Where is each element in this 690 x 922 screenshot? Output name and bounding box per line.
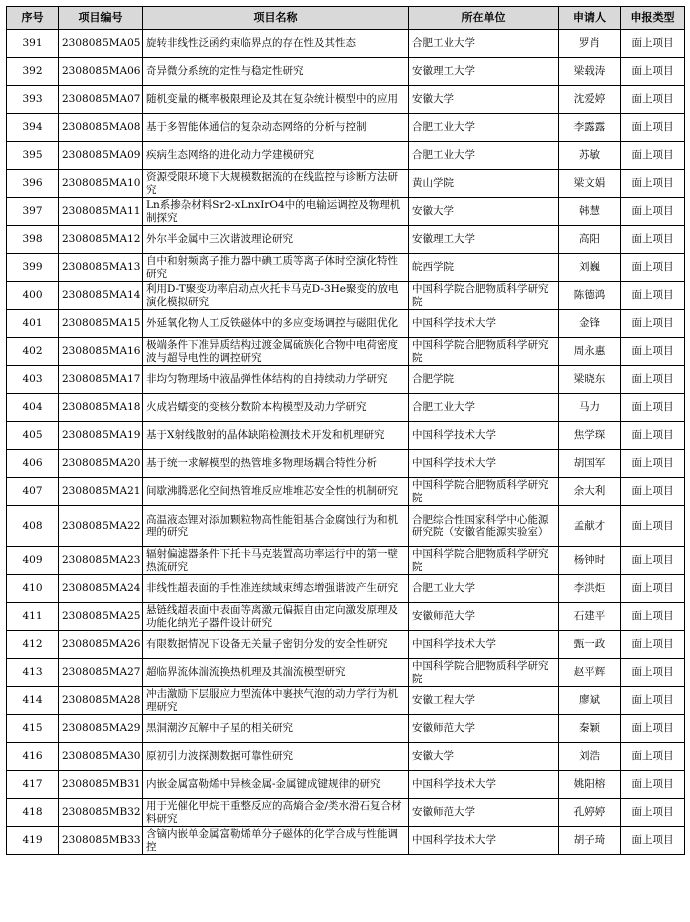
cell-type: 面上项目 <box>621 743 685 771</box>
table-row <box>7 715 685 743</box>
cell-number: 418 <box>7 799 59 827</box>
cell-type: 面上项目 <box>621 687 685 715</box>
cell-type: 面上项目 <box>621 450 685 478</box>
cell-unit: 合肥工业大学 <box>409 394 559 422</box>
cell-project-code: 2308085MA09 <box>59 142 143 170</box>
cell-type: 面上项目 <box>621 547 685 575</box>
cell-type: 面上项目 <box>621 338 685 366</box>
cell-number: 402 <box>7 338 59 366</box>
cell-project-name: 旋转非线性泛函约束临界点的存在性及其性态 <box>143 30 409 58</box>
cell-type: 面上项目 <box>621 226 685 254</box>
cell-unit: 合肥学院 <box>409 366 559 394</box>
table-row <box>7 771 685 799</box>
table-body <box>7 30 685 855</box>
cell-project-name: 非线性超表面的手性准连续域束缚态增强谐波产生研究 <box>143 575 409 603</box>
cell-type: 面上项目 <box>621 575 685 603</box>
cell-applicant: 石建平 <box>559 603 621 631</box>
cell-project-code: 2308085MB32 <box>59 799 143 827</box>
cell-type: 面上项目 <box>621 394 685 422</box>
cell-unit: 黄山学院 <box>409 170 559 198</box>
cell-applicant: 苏敏 <box>559 142 621 170</box>
cell-project-code: 2308085MA15 <box>59 310 143 338</box>
column-header-no: 序号 <box>7 7 59 30</box>
cell-project-name: 辐射偏滤器条件下托卡马克装置高功率运行中的第一壁热流研究 <box>143 547 409 575</box>
cell-number: 409 <box>7 547 59 575</box>
cell-number: 393 <box>7 86 59 114</box>
column-header-name: 项目名称 <box>143 7 409 30</box>
cell-project-name: 高温液态锂对添加颗粒物高性能钼基合金腐蚀行为和机理的研究 <box>143 506 409 547</box>
cell-type: 面上项目 <box>621 170 685 198</box>
cell-number: 416 <box>7 743 59 771</box>
cell-project-code: 2308085MA06 <box>59 58 143 86</box>
cell-project-name: 外延氧化物人工反铁磁体中的多应变场调控与磁阻优化 <box>143 310 409 338</box>
cell-number: 412 <box>7 631 59 659</box>
cell-project-name: 疾病生态网络的进化动力学建模研究 <box>143 142 409 170</box>
cell-project-name: 非均匀物理场中液晶弹性体结构的自持续动力学研究 <box>143 366 409 394</box>
cell-number: 398 <box>7 226 59 254</box>
cell-project-code: 2308085MA07 <box>59 86 143 114</box>
cell-number: 399 <box>7 254 59 282</box>
project-table <box>6 6 685 855</box>
cell-project-code: 2308085MA19 <box>59 422 143 450</box>
table-row <box>7 338 685 366</box>
cell-number: 403 <box>7 366 59 394</box>
table-row <box>7 142 685 170</box>
cell-applicant: 廖斌 <box>559 687 621 715</box>
cell-unit: 合肥工业大学 <box>409 114 559 142</box>
cell-unit: 中国科学院合肥物质科学研究院 <box>409 338 559 366</box>
cell-project-code: 2308085MA10 <box>59 170 143 198</box>
cell-number: 407 <box>7 478 59 506</box>
cell-project-name: 含镝内嵌单金属富勒烯单分子磁体的化学合成与性能调控 <box>143 827 409 855</box>
cell-project-code: 2308085MA14 <box>59 282 143 310</box>
cell-project-name: 外尔半金属中三次谐波理论研究 <box>143 226 409 254</box>
column-header-type: 申报类型 <box>621 7 685 30</box>
cell-number: 400 <box>7 282 59 310</box>
cell-unit: 安徽理工大学 <box>409 58 559 86</box>
cell-unit: 安徽大学 <box>409 743 559 771</box>
cell-number: 401 <box>7 310 59 338</box>
cell-applicant: 秦颖 <box>559 715 621 743</box>
cell-project-name: Ln系掺杂材料Sr2-xLnxIrO4中的电输运调控及物理机制探究 <box>143 198 409 226</box>
cell-applicant: 胡国军 <box>559 450 621 478</box>
cell-applicant: 孔婷婷 <box>559 799 621 827</box>
cell-number: 391 <box>7 30 59 58</box>
cell-project-code: 2308085MA05 <box>59 30 143 58</box>
table-row <box>7 799 685 827</box>
cell-number: 417 <box>7 771 59 799</box>
cell-applicant: 甄一政 <box>559 631 621 659</box>
table-row <box>7 631 685 659</box>
cell-project-code: 2308085MA16 <box>59 338 143 366</box>
table-row <box>7 575 685 603</box>
cell-project-name: 有限数据情况下设备无关量子密钥分发的安全性研究 <box>143 631 409 659</box>
cell-number: 414 <box>7 687 59 715</box>
cell-number: 395 <box>7 142 59 170</box>
table-row <box>7 603 685 631</box>
cell-project-name: 利用D-T聚变功率启动点火托卡马克D-3He聚变的放电演化模拟研究 <box>143 282 409 310</box>
cell-type: 面上项目 <box>621 366 685 394</box>
cell-type: 面上项目 <box>621 799 685 827</box>
cell-project-code: 2308085MA25 <box>59 603 143 631</box>
cell-applicant: 焦学琛 <box>559 422 621 450</box>
cell-applicant: 李露露 <box>559 114 621 142</box>
cell-type: 面上项目 <box>621 86 685 114</box>
cell-project-code: 2308085MA18 <box>59 394 143 422</box>
table-row <box>7 254 685 282</box>
cell-applicant: 刘浩 <box>559 743 621 771</box>
cell-unit: 合肥工业大学 <box>409 30 559 58</box>
table-row <box>7 687 685 715</box>
cell-number: 405 <box>7 422 59 450</box>
table-row <box>7 478 685 506</box>
cell-project-name: 间歇沸腾恶化空间热管堆反应堆堆芯安全性的机制研究 <box>143 478 409 506</box>
cell-project-name: 随机变量的概率极限理论及其在复杂统计模型中的应用 <box>143 86 409 114</box>
cell-applicant: 金锋 <box>559 310 621 338</box>
cell-type: 面上项目 <box>621 478 685 506</box>
cell-project-name: 基于统一求解模型的热管堆多物理场耦合特性分析 <box>143 450 409 478</box>
cell-project-code: 2308085MA27 <box>59 659 143 687</box>
cell-type: 面上项目 <box>621 142 685 170</box>
table-row <box>7 366 685 394</box>
cell-number: 394 <box>7 114 59 142</box>
cell-unit: 安徽师范大学 <box>409 603 559 631</box>
cell-project-code: 2308085MB31 <box>59 771 143 799</box>
cell-unit: 中国科学院合肥物质科学研究院 <box>409 659 559 687</box>
cell-type: 面上项目 <box>621 771 685 799</box>
cell-applicant: 马力 <box>559 394 621 422</box>
cell-project-name: 内嵌金属富勒烯中异核金属-金属键成键规律的研究 <box>143 771 409 799</box>
cell-number: 404 <box>7 394 59 422</box>
table-row <box>7 86 685 114</box>
cell-unit: 合肥工业大学 <box>409 575 559 603</box>
table-row <box>7 394 685 422</box>
table-row <box>7 659 685 687</box>
cell-number: 408 <box>7 506 59 547</box>
cell-number: 406 <box>7 450 59 478</box>
table-row <box>7 827 685 855</box>
cell-applicant: 赵平辉 <box>559 659 621 687</box>
table-row <box>7 198 685 226</box>
table-row <box>7 422 685 450</box>
cell-unit: 安徽理工大学 <box>409 226 559 254</box>
cell-type: 面上项目 <box>621 310 685 338</box>
cell-applicant: 孟献才 <box>559 506 621 547</box>
cell-number: 415 <box>7 715 59 743</box>
table-row <box>7 450 685 478</box>
cell-applicant: 罗肖 <box>559 30 621 58</box>
table-row <box>7 170 685 198</box>
table-row <box>7 30 685 58</box>
cell-applicant: 刘巍 <box>559 254 621 282</box>
table-row <box>7 226 685 254</box>
cell-number: 419 <box>7 827 59 855</box>
cell-project-name: 用于光催化甲烷干重整反应的高熵合金/类水滑石复合材料研究 <box>143 799 409 827</box>
cell-unit: 皖西学院 <box>409 254 559 282</box>
cell-type: 面上项目 <box>621 282 685 310</box>
cell-type: 面上项目 <box>621 715 685 743</box>
column-header-code: 项目编号 <box>59 7 143 30</box>
cell-project-code: 2308085MA20 <box>59 450 143 478</box>
cell-applicant: 梁文娟 <box>559 170 621 198</box>
cell-project-code: 2308085MA28 <box>59 687 143 715</box>
column-header-unit: 所在单位 <box>409 7 559 30</box>
cell-project-name: 基于多智能体通信的复杂动态网络的分析与控制 <box>143 114 409 142</box>
cell-unit: 安徽大学 <box>409 198 559 226</box>
cell-type: 面上项目 <box>621 198 685 226</box>
cell-applicant: 胡子琦 <box>559 827 621 855</box>
table-row <box>7 506 685 547</box>
cell-unit: 中国科学技术大学 <box>409 631 559 659</box>
cell-number: 410 <box>7 575 59 603</box>
cell-project-code: 2308085MA11 <box>59 198 143 226</box>
cell-number: 392 <box>7 58 59 86</box>
table-row <box>7 114 685 142</box>
cell-project-code: 2308085MA21 <box>59 478 143 506</box>
cell-applicant: 余大利 <box>559 478 621 506</box>
cell-type: 面上项目 <box>621 422 685 450</box>
cell-project-code: 2308085MA12 <box>59 226 143 254</box>
cell-applicant: 沈爱婷 <box>559 86 621 114</box>
cell-applicant: 韩慧 <box>559 198 621 226</box>
cell-unit: 中国科学院合肥物质科学研究院 <box>409 478 559 506</box>
cell-type: 面上项目 <box>621 254 685 282</box>
cell-project-name: 自中和射频离子推力器中碘工质等离子体时空演化特性研究 <box>143 254 409 282</box>
cell-project-code: 2308085MB33 <box>59 827 143 855</box>
cell-unit: 中国科学技术大学 <box>409 827 559 855</box>
cell-project-code: 2308085MA08 <box>59 114 143 142</box>
cell-project-code: 2308085MA30 <box>59 743 143 771</box>
cell-applicant: 梁晓东 <box>559 366 621 394</box>
cell-unit: 合肥工业大学 <box>409 142 559 170</box>
cell-project-name: 资源受限环境下大规模数据流的在线监控与诊断方法研究 <box>143 170 409 198</box>
cell-unit: 安徽师范大学 <box>409 799 559 827</box>
cell-project-code: 2308085MA17 <box>59 366 143 394</box>
table-row <box>7 58 685 86</box>
table-row <box>7 743 685 771</box>
table-row <box>7 547 685 575</box>
table-row <box>7 310 685 338</box>
cell-type: 面上项目 <box>621 659 685 687</box>
cell-project-name: 极端条件下准异质结构过渡金属硫族化合物中电荷密度波与超导电性的调控研究 <box>143 338 409 366</box>
cell-type: 面上项目 <box>621 631 685 659</box>
table-header-row <box>7 7 685 30</box>
cell-project-name: 悬链线超表面中表面等离激元偏振自由定向激发原理及功能化纳光子器件设计研究 <box>143 603 409 631</box>
cell-unit: 中国科学院合肥物质科学研究院 <box>409 282 559 310</box>
cell-project-code: 2308085MA22 <box>59 506 143 547</box>
cell-project-name: 黑洞潮汐瓦解中子星的相关研究 <box>143 715 409 743</box>
cell-project-name: 超临界流体湍流换热机理及其湍流模型研究 <box>143 659 409 687</box>
cell-applicant: 姚阳榕 <box>559 771 621 799</box>
cell-unit: 中国科学院合肥物质科学研究院 <box>409 547 559 575</box>
cell-number: 411 <box>7 603 59 631</box>
cell-applicant: 梁载涛 <box>559 58 621 86</box>
cell-type: 面上项目 <box>621 114 685 142</box>
cell-unit: 安徽工程大学 <box>409 687 559 715</box>
cell-project-name: 火成岩蠕变的变核分数阶本构模型及动力学研究 <box>143 394 409 422</box>
project-list-sheet <box>6 6 684 855</box>
cell-applicant: 李洪炬 <box>559 575 621 603</box>
cell-type: 面上项目 <box>621 506 685 547</box>
cell-project-name: 奇异微分系统的定性与稳定性研究 <box>143 58 409 86</box>
cell-project-code: 2308085MA23 <box>59 547 143 575</box>
cell-type: 面上项目 <box>621 30 685 58</box>
cell-number: 396 <box>7 170 59 198</box>
cell-type: 面上项目 <box>621 603 685 631</box>
cell-type: 面上项目 <box>621 58 685 86</box>
cell-unit: 中国科学技术大学 <box>409 422 559 450</box>
cell-unit: 安徽师范大学 <box>409 715 559 743</box>
cell-project-code: 2308085MA24 <box>59 575 143 603</box>
cell-applicant: 周永惠 <box>559 338 621 366</box>
cell-unit: 合肥综合性国家科学中心能源研究院（安徽省能源实验室） <box>409 506 559 547</box>
cell-applicant: 陈德鸿 <box>559 282 621 310</box>
cell-type: 面上项目 <box>621 827 685 855</box>
cell-project-name: 冲击激励下层服应力型流体中裹挟气泡的动力学行为机理研究 <box>143 687 409 715</box>
cell-applicant: 杨钟时 <box>559 547 621 575</box>
cell-project-name: 基于X射线散射的晶体缺陷检测技术开发和机理研究 <box>143 422 409 450</box>
cell-project-code: 2308085MA13 <box>59 254 143 282</box>
cell-applicant: 高阳 <box>559 226 621 254</box>
cell-project-name: 原初引力波探测数据可靠性研究 <box>143 743 409 771</box>
cell-project-code: 2308085MA29 <box>59 715 143 743</box>
table-row <box>7 282 685 310</box>
cell-unit: 中国科学技术大学 <box>409 771 559 799</box>
cell-number: 397 <box>7 198 59 226</box>
column-header-applicant: 申请人 <box>559 7 621 30</box>
cell-number: 413 <box>7 659 59 687</box>
cell-project-code: 2308085MA26 <box>59 631 143 659</box>
cell-unit: 中国科学技术大学 <box>409 310 559 338</box>
cell-unit: 安徽大学 <box>409 86 559 114</box>
cell-unit: 中国科学技术大学 <box>409 450 559 478</box>
